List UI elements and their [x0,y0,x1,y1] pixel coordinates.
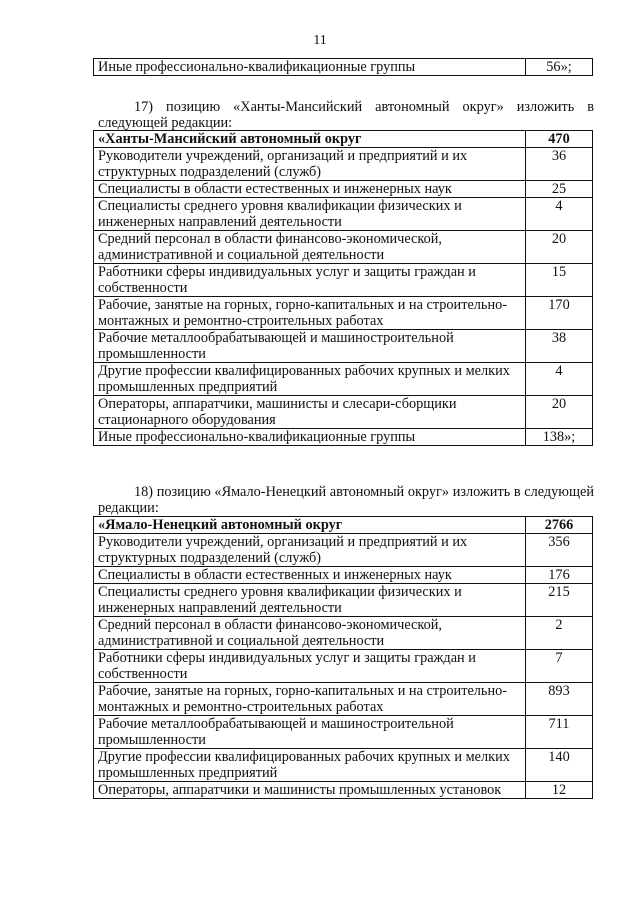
row-label: Рабочие, занятые на горных, горно-капитальных и на строительно-монтажных и ремонтно-строительных работах [94,297,526,330]
row-value: 4 [526,198,593,231]
row-value: 140 [526,749,593,782]
row-value: 12 [526,782,593,799]
row-value: 176 [526,567,593,584]
header-value: 470 [526,131,593,148]
table-row [94,567,593,584]
row-label: Рабочие металлообрабатывающей и машиностроительной промышленности [94,716,526,749]
row-label: Средний персонал в области финансово-экономической, административной и социальной деятельности [94,617,526,650]
row-label: Иные профессионально-квалификационные группы [94,429,526,446]
row-value: 7 [526,650,593,683]
row-label: Руководители учреждений, организаций и предприятий и их структурных подразделений (служб) [94,534,526,567]
row-value: 893 [526,683,593,716]
row-value: 20 [526,231,593,264]
header-label: «Ханты-Мансийский автономный округ [94,131,526,148]
row-label: Операторы, аппаратчики и машинисты промышленных установок [94,782,526,799]
row-value: 170 [526,297,593,330]
row-label: Специалисты среднего уровня квалификации физических и инженерных направлений деятельности [94,584,526,617]
table-row [94,683,593,716]
row-label: Руководители учреждений, организаций и предприятий и их структурных подразделений (служб) [94,148,526,181]
header-label: «Ямало-Ненецкий автономный округ [94,517,526,534]
table-row [94,198,593,231]
table-row [94,782,593,799]
table-row [94,716,593,749]
row-value: 20 [526,396,593,429]
paragraph-18: 18) позицию «Ямало-Ненецкий автономный округ» изложить в следующей редакции: [98,484,594,516]
table-row [94,363,593,396]
row-value: 15 [526,264,593,297]
table-row [94,617,593,650]
table-row [94,297,593,330]
row-value: 25 [526,181,593,198]
table-row [94,429,593,446]
row-value: 138»; [526,429,593,446]
table-row [94,749,593,782]
row-label: Работники сферы индивидуальных услуг и защиты граждан и собственности [94,264,526,297]
table-row [94,231,593,264]
table-row [94,181,593,198]
row-label: Работники сферы индивидуальных услуг и защиты граждан и собственности [94,650,526,683]
table-row [94,59,593,76]
table-khmao [93,130,593,446]
paragraph-17: 17) позицию «Ханты-Мансийский автономный округ» изложить в следующей редакции: [98,99,594,131]
row-label: Операторы, аппаратчики, машинисты и слесари-сборщики стационарного оборудования [94,396,526,429]
row-value: 711 [526,716,593,749]
header-value: 2766 [526,517,593,534]
table-row [94,584,593,617]
table-row [94,396,593,429]
row-label: Рабочие металлообрабатывающей и машиностроительной промышленности [94,330,526,363]
row-label: Специалисты среднего уровня квалификации физических и инженерных направлений деятельности [94,198,526,231]
row-value: 36 [526,148,593,181]
row-label: Рабочие, занятые на горных, горно-капитальных и на строительно-монтажных и ремонтно-строительных работах [94,683,526,716]
row-label: Другие профессии квалифицированных рабочих крупных и мелких промышленных предприятий [94,363,526,396]
row-value: 56»; [526,59,593,76]
table-row [94,650,593,683]
table-row [94,330,593,363]
row-value: 356 [526,534,593,567]
table-header-row [94,517,593,534]
row-value: 215 [526,584,593,617]
row-label: Специалисты в области естественных и инженерных наук [94,181,526,198]
row-value: 38 [526,330,593,363]
table-row [94,534,593,567]
row-label: Средний персонал в области финансово-экономической, административной и социальной деятельности [94,231,526,264]
row-label: Специалисты в области естественных и инженерных наук [94,567,526,584]
table-row [94,148,593,181]
page-number: 11 [313,33,327,48]
table-header-row [94,131,593,148]
row-value: 4 [526,363,593,396]
row-value: 2 [526,617,593,650]
row-label: Другие профессии квалифицированных рабочих крупных и мелких промышленных предприятий [94,749,526,782]
row-label: Иные профессионально-квалификационные группы [94,59,526,76]
top-table [93,58,593,76]
table-row [94,264,593,297]
table-yanao [93,516,593,799]
